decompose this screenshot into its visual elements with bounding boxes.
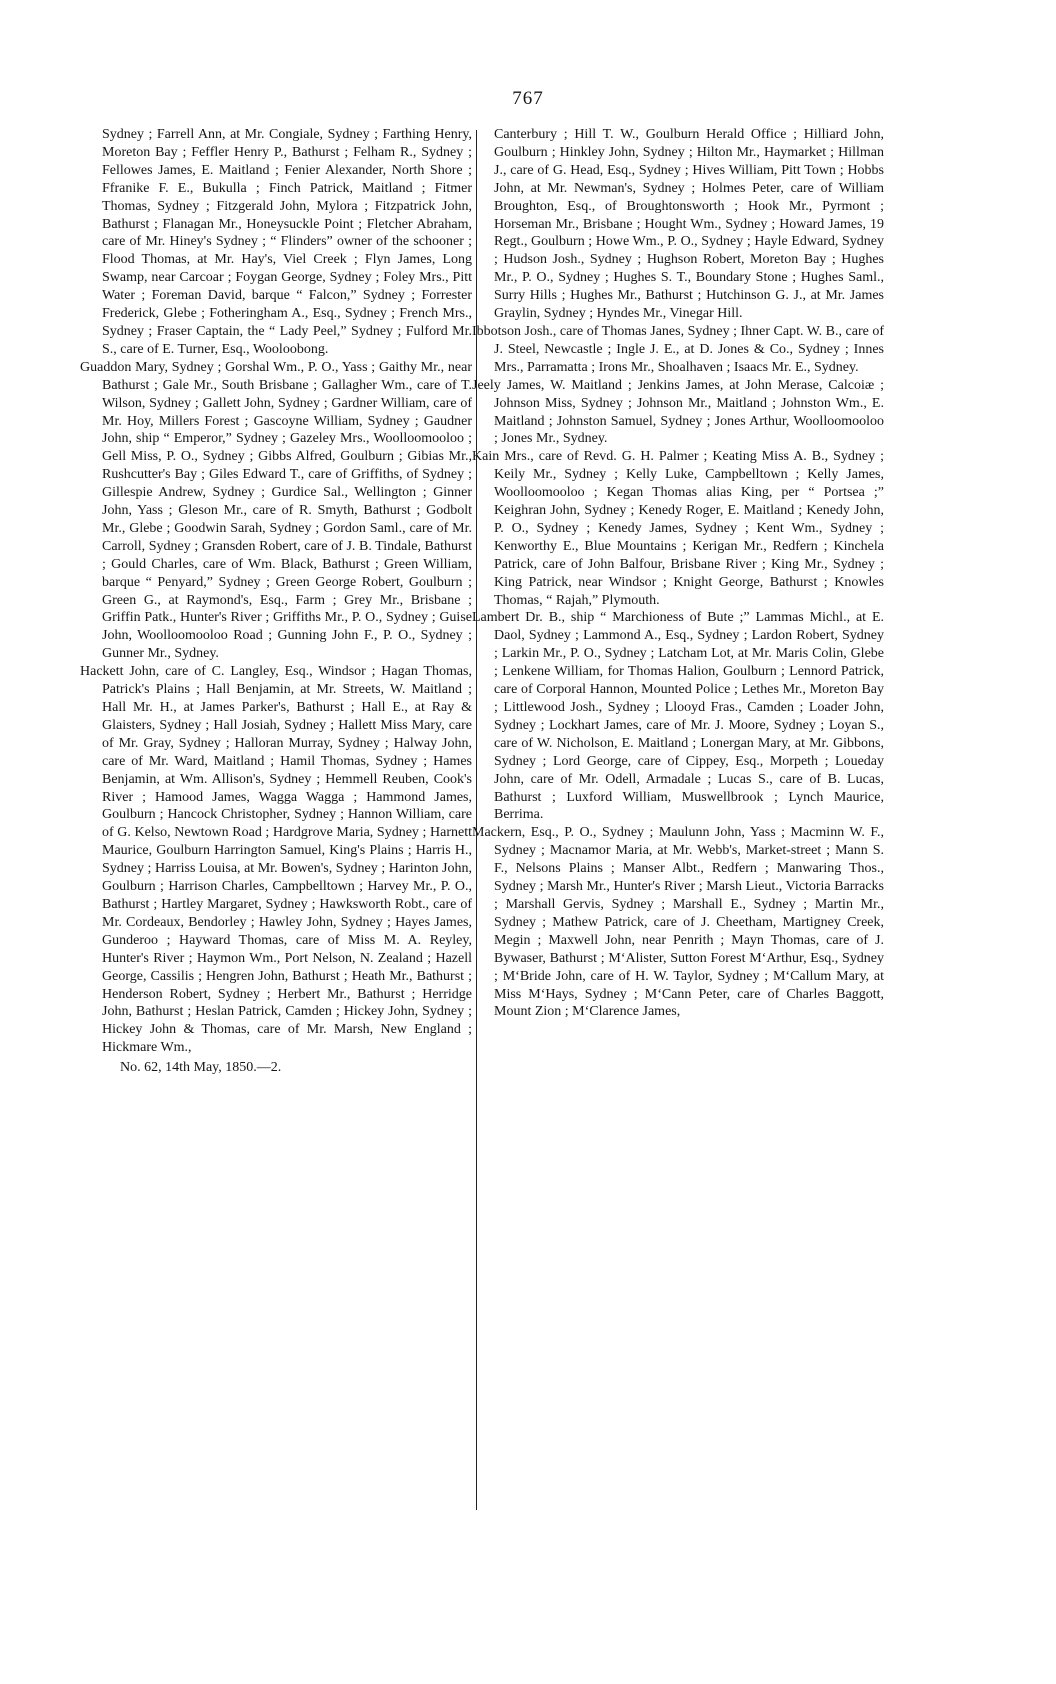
entry-i: Ibbotson Josh., care of Thomas Janes, Sydney ; Ihner Capt. W. B., care of J. Steel, Newcastle ; Ingle J. E., at D. Jones & Co., Sydney ; Innes Mrs., Parramatta ; Irons Mr., Shoalhaven ; Isaacs Mr. E., Sydney. xyxy=(472,323,884,375)
issue-footer: No. 62, 14th May, 1850.—2. xyxy=(120,1060,282,1076)
entry-l: Lambert Dr. B., ship “ Marchioness of Bute ;” Lammas Michl., at E. Daol, Sydney ; Lammond A., Esq., Sydney ; Lardon Robert, Sydney ; Larkin Mr., P. O., Sydney ; Latcham Lot, at Mr. Maris Colin, Glebe ; Lenkene William, for Thomas Halion, Goulburn ; Lennord Patrick, care of Corporal Hannon, Mounted Police ; Lethes Mr., Moreton Bay ; Littlewood Josh., Sydney ; Llooyd Fras., Camden ; Loader John, Sydney ; Lockhart James, care of Mr. J. Moore, Sydney ; Loyan S., care of W. Nicholson, E. Maitland ; Lonergan Mary, at Mr. Gibbons, Sydney ; Lord George, care of Cippey, Esq., Morpeth ; Loueday John, care of Mr. Odell, Armadale ; Lucas S., care of B. Lucas, Bathurst ; Luxford William, Muswellbrook ; Lynch Maurice, Berrima. xyxy=(472,610,884,823)
entry-m: Mackern, Esq., P. O., Sydney ; Maulunn John, Yass ; Macminn W. F., Sydney ; Macnamor Maria, at Mr. Webb's, Market-street ; Mann S. F., Nelsons Plains ; Manser Albt., Redfern ; Manwaring Thos., Sydney ; Marsh Mr., Hunter's River ; Marsh Lieut., Victoria Barracks ; Marshall Gervis, Sydney ; Marshall E., Sydney ; Martin Mr., Sydney ; Mathew Patrick, care of J. Cheetham, Martigney Creek, Megin ; Maxwell John, near Penrith ; Mayn Thomas, care of J. Bywaser, Bathurst ; M‘Alister, Sutton Forest M‘Arthur, Esq., Sydney ; M‘Bride John, care of H. W. Taylor, Sydney ; M‘Callum Mary, at Miss M‘Hays, Sydney ; M‘Cann Peter, care of Charles Baggott, Mount Zion ; M‘Clarence James, xyxy=(472,825,884,1020)
page-number: 767 xyxy=(512,88,544,109)
entry-j: Jeely James, W. Maitland ; Jenkins James, at John Merase, Calcoiæ ; Johnson Miss, Sydney ; Johnson Mr., Maitland ; Johnston Wm., E. Maitland ; Johnston Samuel, Sydney ; Jones Arthur, Woolloomooloo ; Jones Mr., Sydney. xyxy=(472,377,884,447)
entry-g: Guaddon Mary, Sydney ; Gorshal Wm., P. O., Yass ; Gaithy Mr., near Bathurst ; Gale Mr., South Brisbane ; Gallagher Wm., care of T. Wilson, Sydney ; Gallett John, Sydney ; Gardner William, care of Mr. Hoy, Millers Forest ; Gascoyne William, Sydney ; Gaudner John, ship “ Emperor,” Sydney ; Gazeley Mrs., Woolloomooloo ; Gell Miss, P. O., Sydney ; Gibbs Alfred, Goulburn ; Gibias Mr., Rushcutter's Bay ; Giles Edward T., care of Griffiths, of Sydney ; Gillespie Andrew, Sydney ; Gurdice Sal., Wellington ; Ginner John, Yass ; Gleson Mr., care of R. Smyth, Bathurst ; Godbolt Mr., Glebe ; Goodwin Sarah, Sydney ; Gordon Saml., care of Mr. Carroll, Sydney ; Gransden Robert, care of J. B. Tindale, Bathurst ; Gould Charles, care of Wm. Black, Bathurst ; Green William, barque “ Penyard,” Sydney ; Green George Robert, Goulburn ; Green G., at Raymond's, Esq., Farm ; Grey Mr., Brisbane ; Griffin Patk., Hunter's River ; Griffiths Mr., P. O., Sydney ; Guise John, Woolloomooloo Road ; Gunning John F., P. O., Sydney ; Gunner Mr., Sydney. xyxy=(80,359,472,662)
entry-k: Kain Mrs., care of Revd. G. H. Palmer ; Keating Miss A. B., Sydney ; Keily Mr., Sydney ; Kelly Luke, Campbelltown ; Kelly James, Woolloomooloo ; Kegan Thomas alias King, per “ Portsea ;” Keighran John, Sydney ; Kenedy Roger, E. Maitland ; Kenedy John, P. O., Sydney ; Kenedy James, Sydney ; Kent Wm., Sydney ; Kenworthy E., Blue Mountains ; Kerigan Mr., Redfern ; Kinchela Patrick, care of John Balfour, Brisbane River ; King Mr., Sydney ; King Patrick, near Windsor ; Knight George, Bathurst ; Knowles Thomas, “ Rajah,” Plymouth. xyxy=(472,449,884,608)
entry-h-continued: Canterbury ; Hill T. W., Goulburn Herald Office ; Hilliard John, Goulburn ; Hinkley John, Sydney ; Hilton Mr., Haymarket ; Hillman J., care of G. Head, Esq., Sydney ; Hives William, Pitt Town ; Hobbs John, at Mr. Newman's, Sydney ; Holmes Peter, care of William Broughton, Esq., of Broughtonsworth ; Hook Mr., Pyrmont ; Horseman Mr., Brisbane ; Hought Wm., Sydney ; Howard James, 19 Regt., Goulburn ; Howe Wm., P. O., Sydney ; Hayle Edward, Sydney ; Hudson Josh., Sydney ; Hughson Robert, Moreton Bay ; Hughes Mr., P. O., Sydney ; Hughes S. T., Boundary Stone ; Hughes Saml., Surry Hills ; Hughes Mr., Bathurst ; Hutchinson G. J., at Mr. James Graylin, Sydney ; Hyndes Mr., Vinegar Hill. xyxy=(494,127,884,322)
entry-f-continued: Sydney ; Farrell Ann, at Mr. Congiale, Sydney ; Farthing Henry, Moreton Bay ; Feffler Henry P., Bathurst ; Felham R., Sydney ; Fellowes James, E. Maitland ; Fenier Alexander, North Shore ; Ffranike F. E., Bukulla ; Finch Patrick, Maitland ; Fitmer Thomas, Sydney ; Fitzgerald John, Mylora ; Fitzpatrick John, Bathurst ; Flanagan Mr., Honeysuckle Point ; Fletcher Abraham, care of Mr. Hiney's Sydney ; “ Flinders” owner of the schooner ; Flood Thomas, at Mr. Hay's, Viel Creek ; Flyn James, Long Swamp, near Carcoar ; Foygan George, Sydney ; Foley Mrs., Pitt Water ; Foreman David, barque “ Falcon,” Sydney ; Forrester Frederick, Glebe ; Fotheringham A., Esq., Sydney ; French Mrs., Sydney ; Fraser Captain, the “ Lady Peel,” Sydney ; Fulford Mr. S., care of E. Turner, Esq., Wooloobong. xyxy=(102,127,472,357)
entry-h: Hackett John, care of C. Langley, Esq., Windsor ; Hagan Thomas, Patrick's Plains ; Hall Benjamin, at Mr. Streets, W. Maitland ; Hall Mr. H., at James Parker's, Bathurst ; Hall E., at Ray & Glaisters, Sydney ; Hall Josiah, Sydney ; Hallett Miss Mary, care of Mr. Gray, Sydney ; Halloran Murray, Sydney ; Halway John, care of Mr. Ward, Maitland ; Hamil Thomas, Sydney ; Hames Benjamin, at Wm. Allison's, Sydney ; Hemmell Reuben, Cook's River ; Hamood James, Wagga Wagga ; Hammond James, Goulburn ; Hancock Christopher, Sydney ; Hannon William, care of G. Kelso, Newtown Road ; Hardgrove Maria, Sydney ; Harnett Maurice, Goulburn Harrington Samuel, King's Plains ; Harris H., Sydney ; Harriss Louisa, at Mr. Bowen's, Sydney ; Harinton John, Goulburn ; Harrison Charles, Campbelltown ; Harvey Mr., P. O., Bathurst ; Hartley Margaret, Sydney ; Hawksworth Robt., care of Mr. Cordeaux, Bendorley ; Hawley John, Sydney ; Hayes James, Gunderoo ; Hayward Thomas, care of Miss M. A. Reyley, Hunter's River ; Haymon Wm., Port Nelson, N. Zealand ; Hazell George, Cassilis ; Hengren John, Bathurst ; Heath Mr., Bathurst ; Henderson Robert, Sydney ; Herbert Mr., Bathurst ; Herridge John, Bathurst ; Heslan Patrick, Camden ; Hickey John, Sydney ; Hickey John & Thomas, care of Mr. Marsh, New England ; Hickmare Wm., xyxy=(80,664,472,1056)
left-column xyxy=(80,126,472,1077)
right-column xyxy=(472,126,884,1021)
